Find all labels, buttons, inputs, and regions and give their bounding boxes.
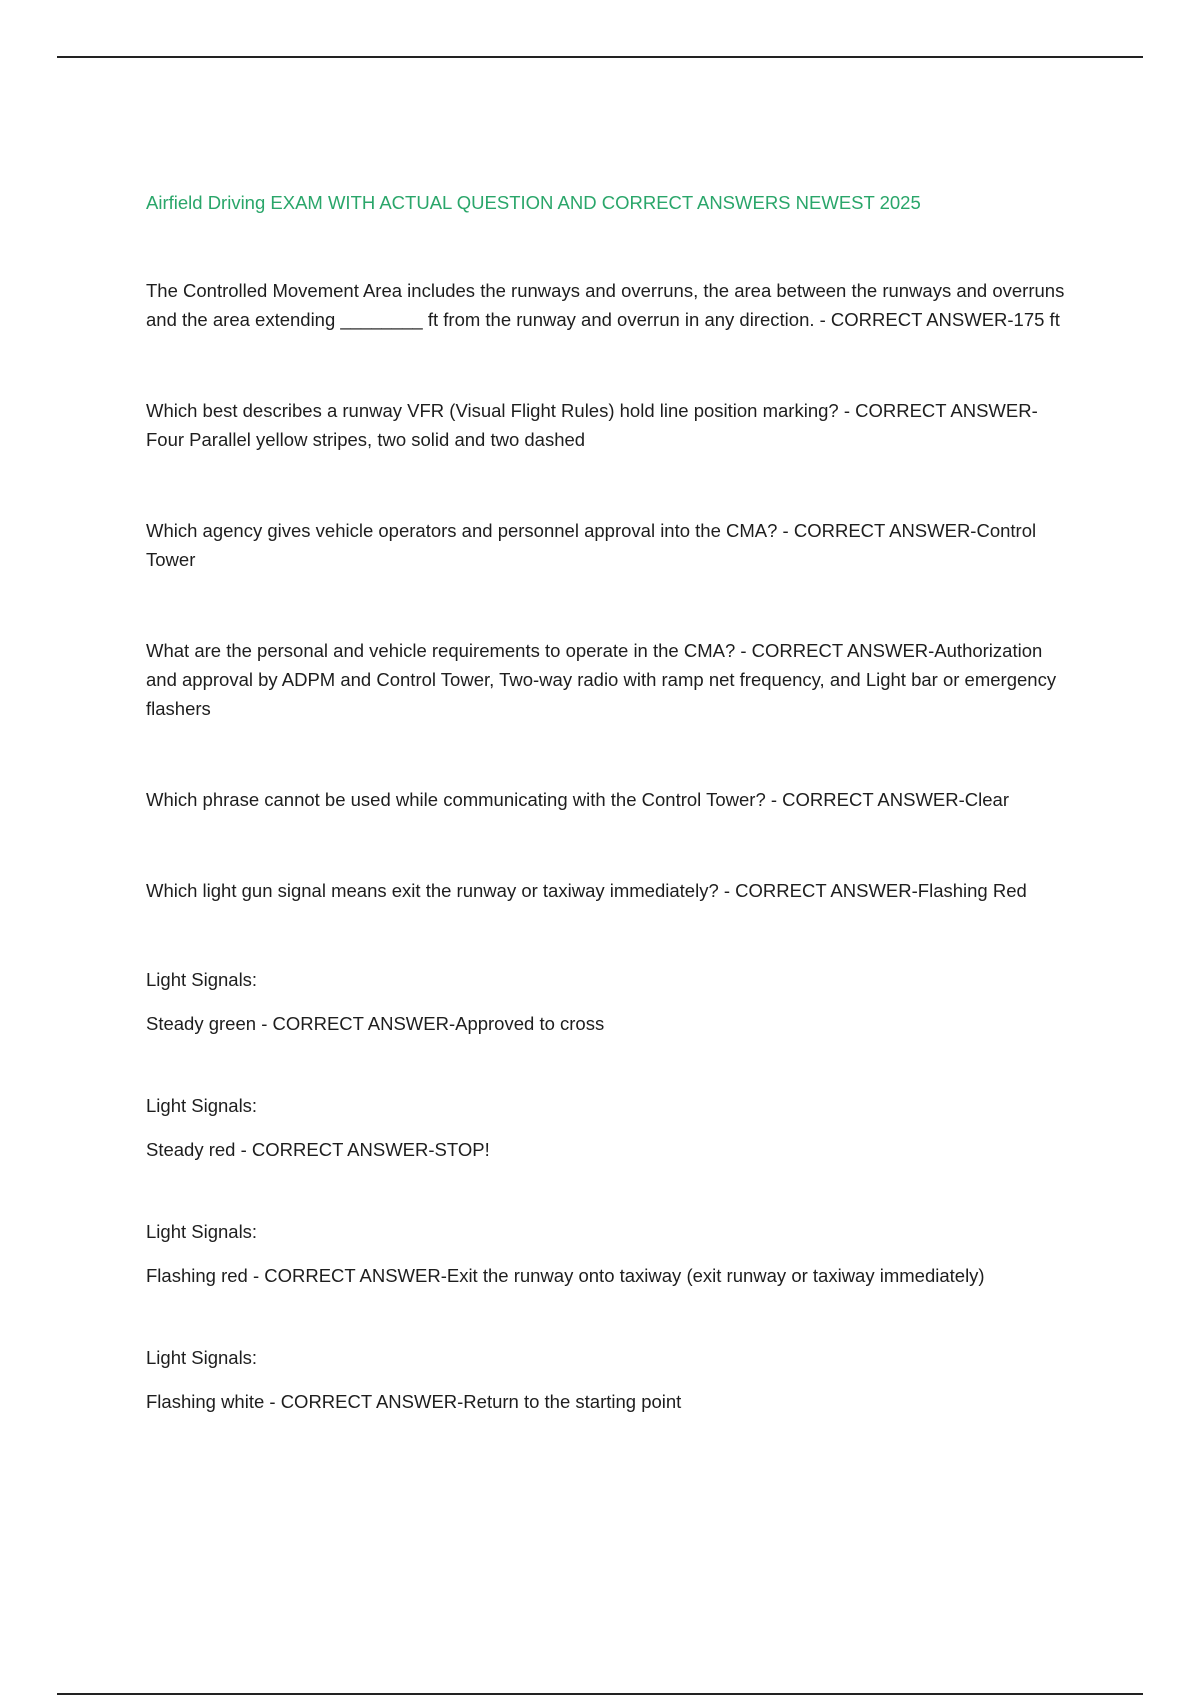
qa-item-4: What are the personal and vehicle requirements to operate in the CMA? - CORRECT ANSWER-Authorization and approval by ADPM and Control Tower, Two-way radio with ramp net frequency, and Light bar or emergency flashers bbox=[146, 640, 1057, 719]
light-signal-label: Light Signals: bbox=[146, 1095, 258, 1116]
document-body bbox=[146, 189, 1066, 1471]
light-signal-item-4 bbox=[146, 1345, 1066, 1415]
footer-rule bbox=[57, 1693, 1143, 1695]
qa-item-2: Which best describes a runway VFR (Visual Flight Rules) hold line position marking? - CORRECT ANSWER-Four Parallel yellow stripes, two solid and two dashed bbox=[146, 400, 1038, 450]
light-signal-answer: Steady red - CORRECT ANSWER-STOP! bbox=[146, 1139, 490, 1160]
light-signal-label: Light Signals: bbox=[146, 969, 258, 990]
light-signal-item-3 bbox=[146, 1219, 1066, 1289]
light-signal-item-1 bbox=[146, 967, 1066, 1037]
qa-item-3: Which agency gives vehicle operators and personnel approval into the CMA? - CORRECT ANSWER-Control Tower bbox=[146, 520, 1037, 570]
light-signal-answer: Flashing white - CORRECT ANSWER-Return to the starting point bbox=[146, 1391, 682, 1412]
qa-item-6: Which light gun signal means exit the runway or taxiway immediately? - CORRECT ANSWER-Flashing Red bbox=[146, 880, 1027, 901]
document-title: Airfield Driving EXAM WITH ACTUAL QUESTION AND CORRECT ANSWERS NEWEST 2025 bbox=[146, 192, 921, 213]
light-signal-label: Light Signals: bbox=[146, 1221, 258, 1242]
light-signal-label: Light Signals: bbox=[146, 1347, 258, 1368]
light-signal-answer: Flashing red - CORRECT ANSWER-Exit the runway onto taxiway (exit runway or taxiway immediately) bbox=[146, 1265, 985, 1286]
qa-item-1: The Controlled Movement Area includes the runways and overruns, the area between the runways and overruns and the area extending ________ ft from the runway and overrun in any direction. - CORRECT ANSWER-175 ft bbox=[146, 280, 1065, 330]
light-signal-item-2 bbox=[146, 1093, 1066, 1163]
qa-item-5: Which phrase cannot be used while communicating with the Control Tower? - CORRECT ANSWER-Clear bbox=[146, 789, 1009, 810]
light-signal-answer: Steady green - CORRECT ANSWER-Approved to cross bbox=[146, 1013, 605, 1034]
header-rule bbox=[57, 56, 1143, 58]
